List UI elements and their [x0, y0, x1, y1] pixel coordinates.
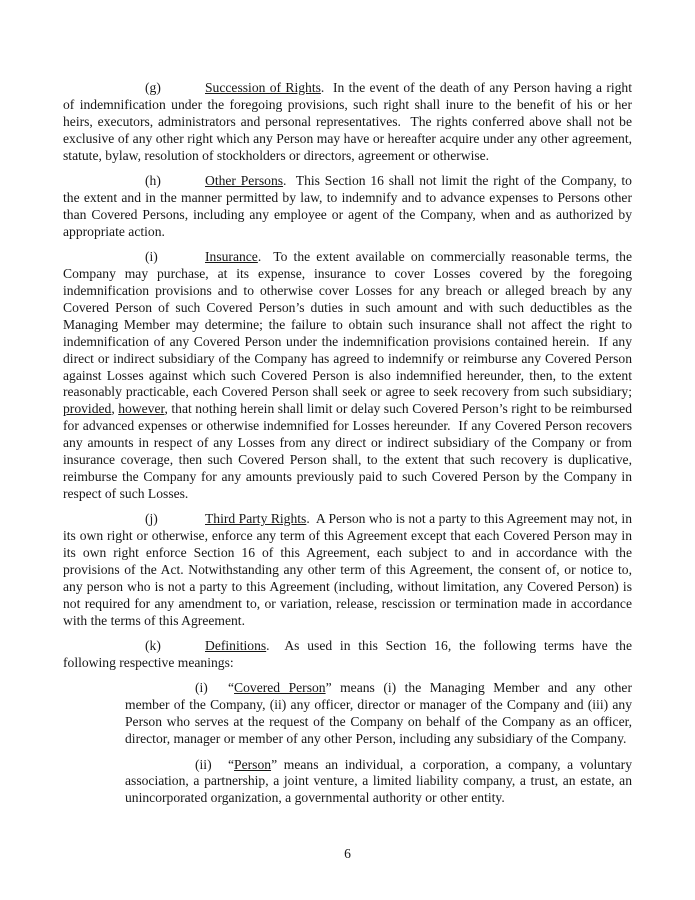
paragraph-body: . This Section 16 shall not limit the right of the Company, to the extent and in the manner permitted by law, to indemnify and to advance expenses to Persons other than Covered Persons, including any employee or agent of the Company, when and as authorized by appropriate action.: [63, 173, 632, 239]
paragraph-label: (g): [145, 80, 161, 95]
paragraph-heading: Succession of Rights: [205, 80, 321, 95]
paragraph-label: (i): [145, 249, 158, 265]
definition-body: ” means (i) the Managing Member and any other member of the Company, (ii) any officer, director or manager of the Company and (iii) any Person who serves at the request of the Company on behalf of the Company as an officer, director, manager or member of any other Person, including any subsidiary of the Company.: [125, 680, 632, 747]
paragraph-heading: Insurance: [205, 249, 258, 265]
page-number: 6: [344, 846, 351, 862]
paragraph-body: . As used in this Section 16, the following terms have the following respective meanings:: [63, 638, 632, 670]
definition-label: (ii): [195, 756, 212, 772]
paragraph-label: (k): [145, 638, 161, 654]
paragraph-k-definitions: [63, 638, 632, 672]
paragraph-body: . To the extent available on commercially reasonable terms, the Company may purchase, at its expense, insurance to cover Losses covered by the foregoing indemnification provisions and to otherwise cover Losses for any breach or alleged breach by any Covered Person of such Covered Person’s duties in such amount and with such deductibles as the Managing Member may determine; the failure to obtain such insurance shall not affect the right to indemnification of any Covered Person under the indemnification provisions contained herein. If any direct or indirect subsidiary of the Company has agreed to indemnify or reimburse any Covered Person against Losses against which such Covered Person is also indemnified hereunder, then, to the extent reasonably practicable, each Covered Person shall seek or agree to seek recovery from such subsidiary;: [63, 249, 632, 400]
paragraph-g-succession-of-rights: [63, 80, 632, 165]
paragraph-label: (j): [145, 511, 158, 527]
paragraph-i-insurance: [63, 249, 632, 503]
open-quote: “: [228, 756, 235, 772]
paragraph-h-other-persons: [63, 173, 632, 241]
definition-covered-person: [125, 680, 632, 748]
paragraph-body: . A Person who is not a party to this Agreement may not, in its own right or otherwise, enforce any term of this Agreement except that each Covered Person may in its own right enforce Section 16 of this Agreement, each subject to and in accordance with the provisions of the Act. Notwithstanding any other term of this Agreement, the consent of, or notice to, any person who is not a party to this Agreement (including, without limitation, any Covered Person) is not required for any amendment to, or variation, release, rescission or termination made in accordance with the terms of this Agreement.: [63, 511, 632, 628]
paragraph-body: ,: [111, 401, 119, 417]
paragraph-body: , that nothing herein shall limit or delay such Covered Person’s right to be reimbursed for advanced expenses or otherwise indemnified for Losses hereunder. If any Covered Person recovers any amounts in respect of any Losses from any direct or indirect subsidiary of the Company or from insurance coverage, then such Covered Person shall, to the extent that such recovery is duplicative, reimburse the Company for any amounts previously paid to such Covered Person by the Company in respect of such Losses.: [63, 401, 633, 501]
paragraph-heading: Definitions: [205, 638, 267, 654]
definition-body: ” means an individual, a corporation, a company, a voluntary association, a partnership, a joint venture, a limited liability company, a trust, an estate, an unincorporated organization, a governmental authority or other entity.: [125, 756, 632, 806]
paragraph-heading: Other Persons: [205, 173, 284, 189]
emphasized-term-however: however: [118, 401, 165, 417]
paragraph-label: (h): [145, 173, 161, 189]
paragraph-body: . In the event of the death of any Person having a right of indemnification under the foregoing provisions, such right shall inure to the benefit of his or her heirs, executors, administrators and personal representatives. The rights conferred above shall not be exclusive of any other right which any Person may have or hereafter acquire under any other agreement, statute, bylaw, resolution of stockholders or directors, agreement or otherwise.: [63, 80, 632, 163]
definition-person: [125, 757, 632, 808]
definition-label: (i): [195, 680, 208, 696]
paragraph-heading: Third Party Rights: [205, 511, 307, 527]
emphasized-term-provided: provided: [63, 401, 112, 417]
defined-term: Covered Person: [234, 680, 326, 696]
defined-term: Person: [234, 756, 272, 772]
paragraph-j-third-party-rights: [63, 511, 632, 629]
open-quote: “: [228, 680, 235, 696]
